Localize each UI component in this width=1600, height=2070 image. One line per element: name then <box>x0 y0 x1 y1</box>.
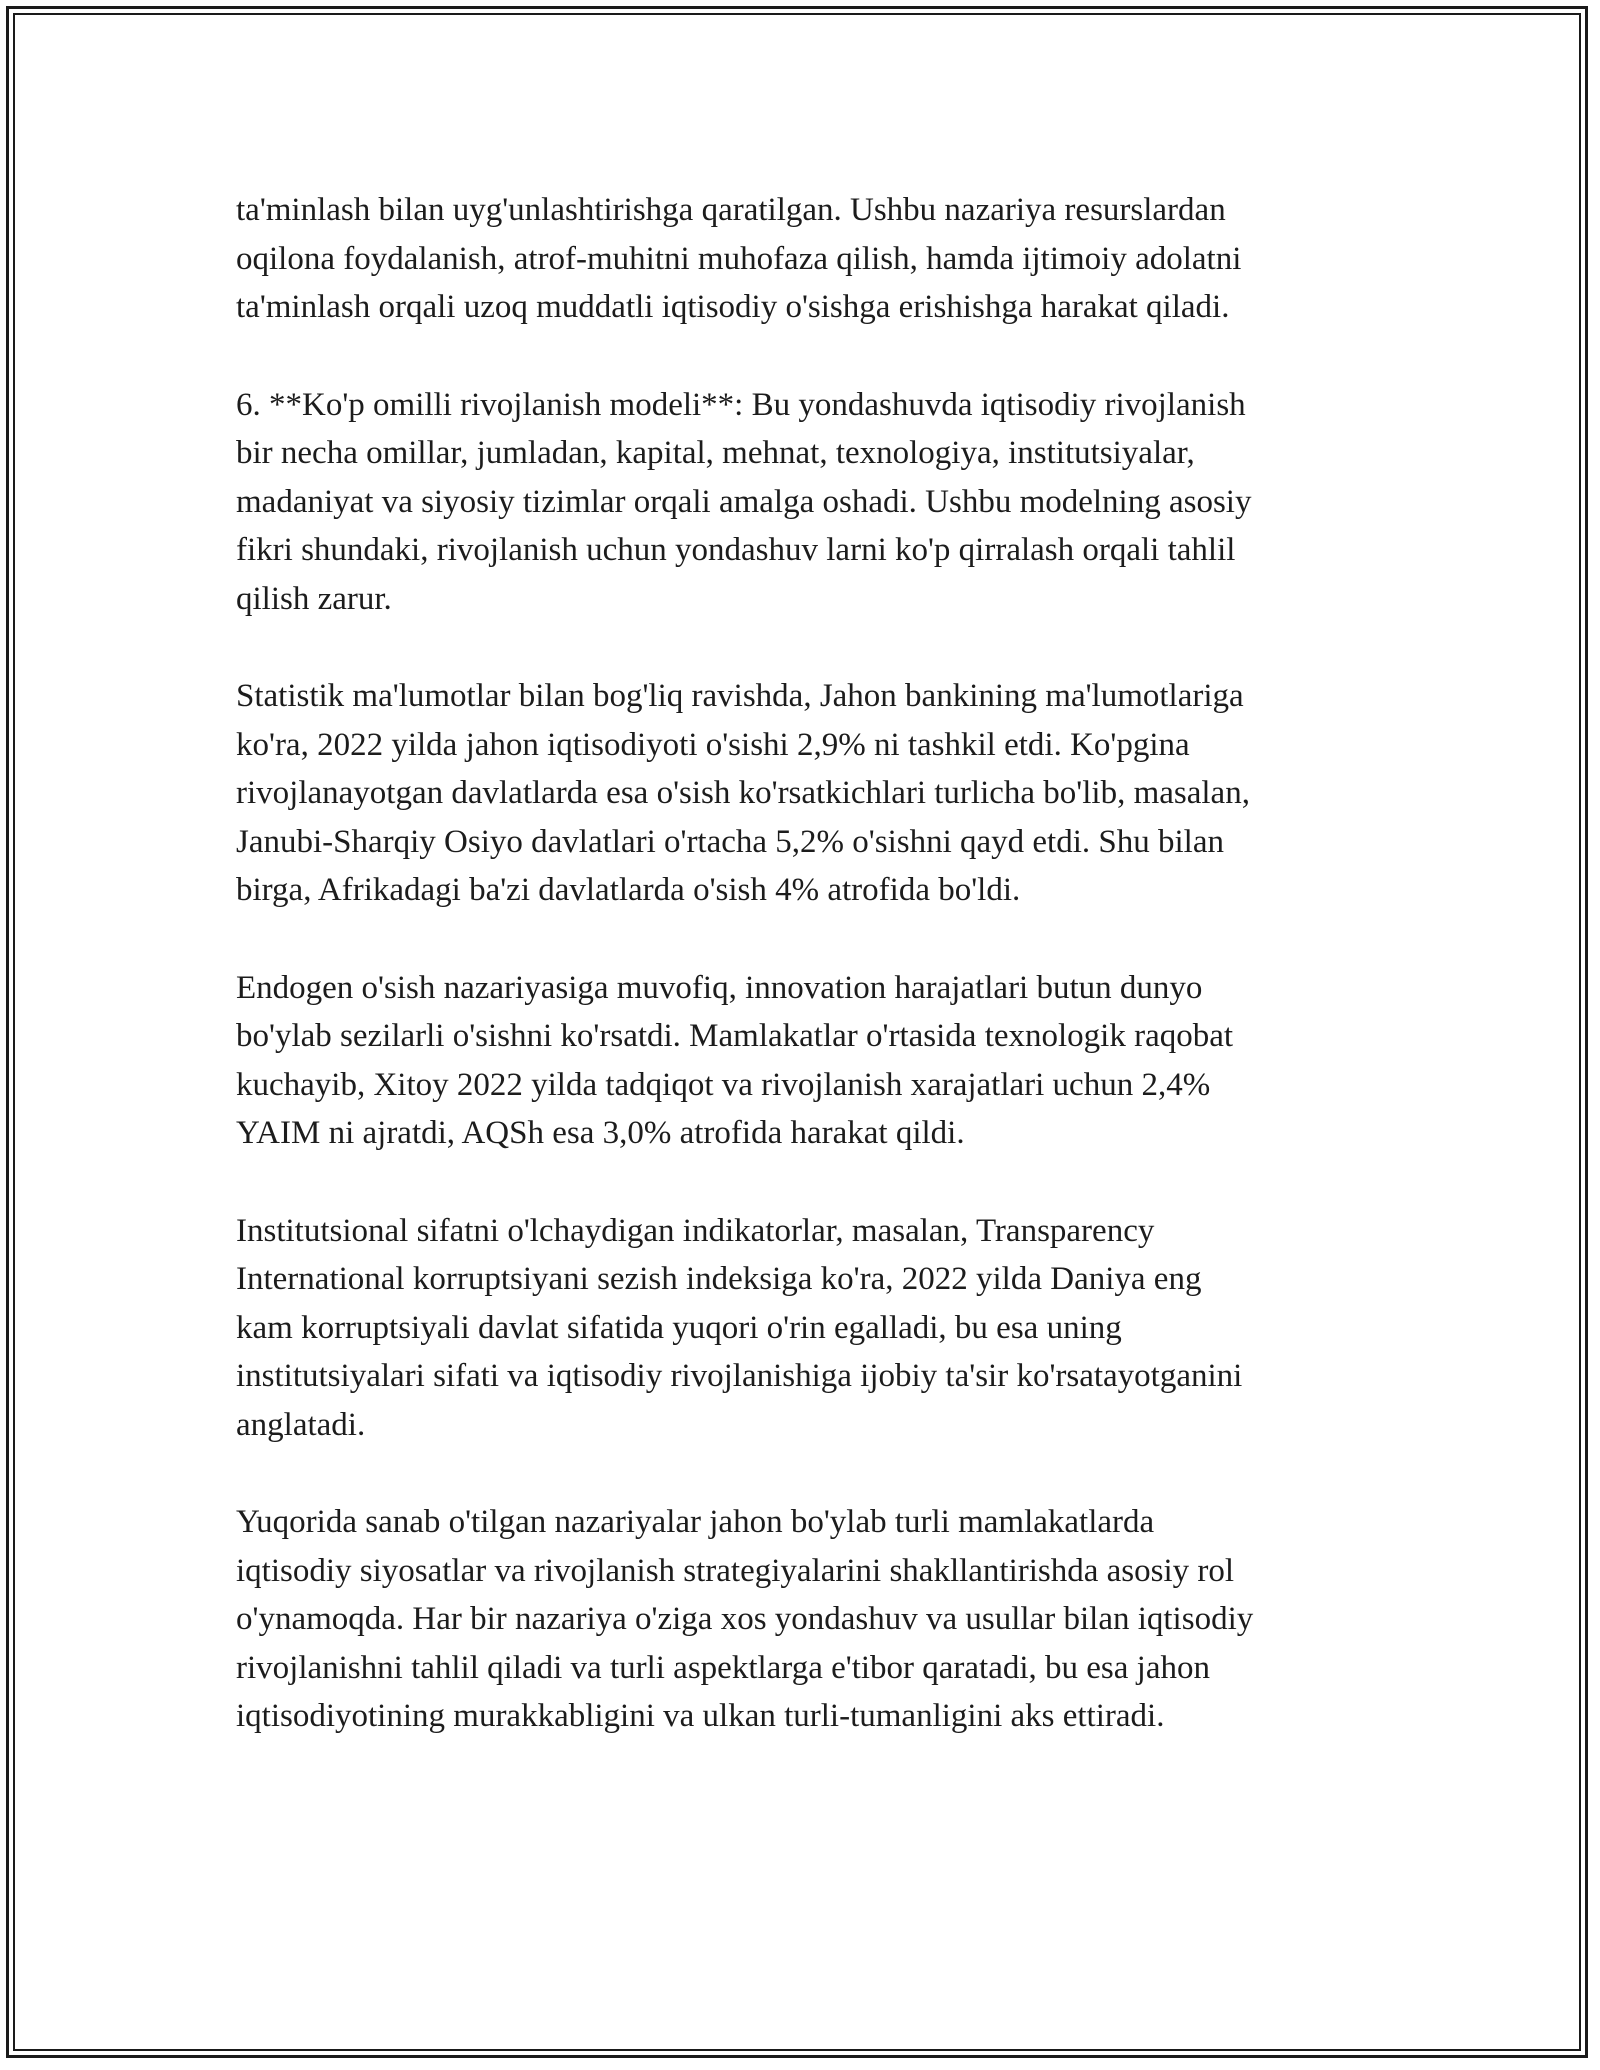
text-line: Yuqorida sanab o'tilgan nazariyalar jahon bo'ylab turli mamlakatlarda <box>236 1504 1155 1540</box>
paragraph-sustainable-development <box>236 186 1386 332</box>
text-line: ta'minlash orqali uzoq muddatli iqtisodiy o'sishga erishishga harakat qiladi. <box>236 289 1230 325</box>
text-line: iqtisodiy siyosatlar va rivojlanish strategiyalarini shakllantirishda asosiy rol <box>236 1552 1235 1589</box>
text-line: birga, Afrikadagi ba'zi davlatlarda o'sish 4% atrofida bo'ldi. <box>236 872 1021 908</box>
text-line: bo'ylab sezilarli o'sishni ko'rsatdi. Mamlakatlar o'rtasida texnologik raqobat <box>236 1018 1234 1054</box>
paragraph-multifactor-model <box>236 381 1386 624</box>
text-line: Endogen o'sish nazariyasiga muvofiq, innovation harajatlari butun dunyo <box>236 969 1203 1006</box>
paragraph-conclusion <box>236 1498 1386 1741</box>
text-line: 6. **Ko'p omilli rivojlanish modeli**: Bu yondashuvda iqtisodiy rivojlanish <box>236 386 1246 423</box>
paragraph-statistics <box>236 672 1386 915</box>
text-line: bir necha omillar, jumladan, kapital, mehnat, texnologiya, institutsiyalar, <box>236 435 1195 471</box>
text-line: o'ynamoqda. Har bir nazariya o'ziga xos yondashuv va usullar bilan iqtisodiy <box>236 1601 1254 1637</box>
text-line: anglatadi. <box>236 1406 366 1443</box>
paragraph-endogenous-growth <box>236 964 1386 1158</box>
text-line: fikri shundaki, rivojlanish uchun yondashuv larni ko'p qirralash orqali tahlil <box>236 532 1236 568</box>
text-line: iqtisodiyotining murakkabligini va ulkan turli-tumanligini aks ettiradi. <box>236 1698 1165 1734</box>
text-line: rivojlanayotgan davlatlarda esa o'sish ko'rsatkichlari turlicha bo'lib, masalan, <box>236 775 1250 811</box>
text-line: oqilona foydalanish, atrof-muhitni muhofaza qilish, hamda ijtimoiy adolatni <box>236 240 1242 277</box>
text-line: rivojlanishni tahlil qiladi va turli aspektlarga e'tibor qaratadi, bu esa jahon <box>236 1649 1210 1686</box>
text-line: kam korruptsiyali davlat sifatida yuqori o'rin egalladi, bu esa uning <box>236 1309 1122 1346</box>
text-line: madaniyat va siyosiy tizimlar orqali amalga oshadi. Ushbu modelning asosiy <box>236 483 1252 520</box>
document-body <box>236 186 1386 1790</box>
text-line: Janubi-Sharqiy Osiyo davlatlari o'rtacha 5,2% o'sishni qayd etdi. Shu bilan <box>236 823 1224 860</box>
text-line: YAIM ni ajratdi, AQSh esa 3,0% atrofida harakat qildi. <box>236 1115 965 1151</box>
text-line: Institutsional sifatni o'lchaydigan indikatorlar, masalan, Transparency <box>236 1212 1155 1249</box>
text-line: kuchayib, Xitoy 2022 yilda tadqiqot va rivojlanish xarajatlari uchun 2,4% <box>236 1066 1211 1103</box>
text-line: ko'ra, 2022 yilda jahon iqtisodiyoti o'sishi 2,9% ni tashkil etdi. Ko'pgina <box>236 726 1190 763</box>
text-line: International korruptsiyani sezish indeksiga ko'ra, 2022 yilda Daniya eng <box>236 1261 1202 1297</box>
text-line: Statistik ma'lumotlar bilan bog'liq ravishda, Jahon bankining ma'lumotlariga <box>236 678 1244 714</box>
text-line: ta'minlash bilan uyg'unlashtirishga qaratilgan. Ushbu nazariya resurslardan <box>236 192 1226 228</box>
text-line: qilish zarur. <box>236 580 392 617</box>
text-line: institutsiyalari sifati va iqtisodiy rivojlanishiga ijobiy ta'sir ko'rsatayotganini <box>236 1358 1243 1394</box>
paragraph-institutional-quality <box>236 1207 1386 1450</box>
